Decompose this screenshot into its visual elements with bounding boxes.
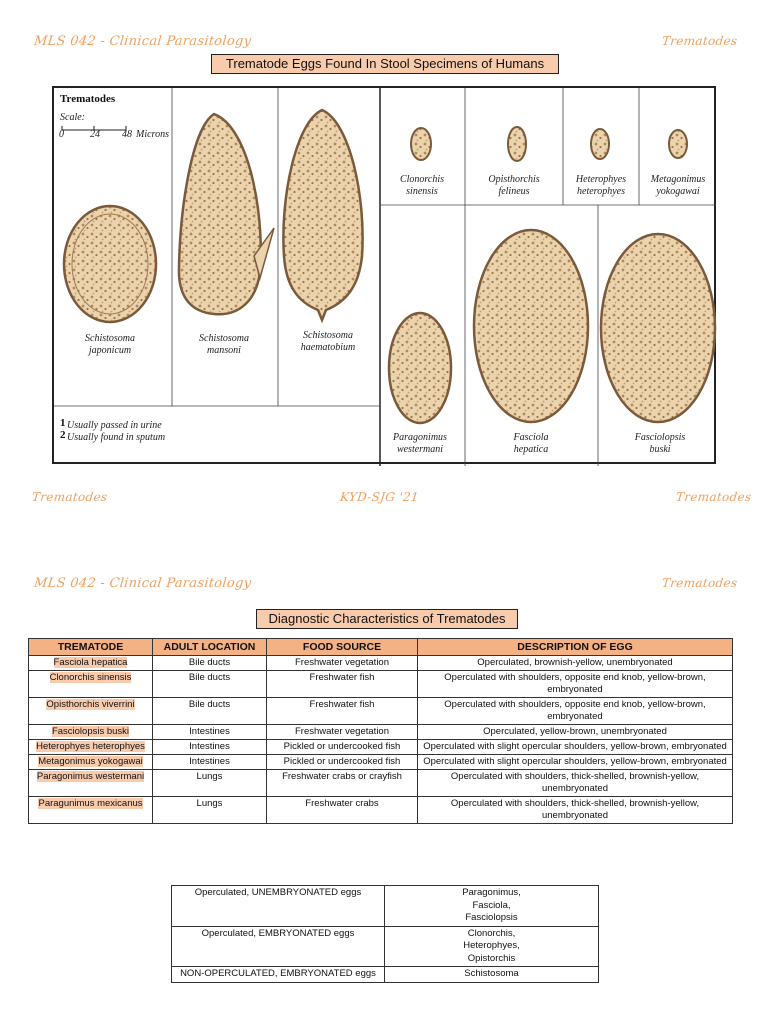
summary-genera [385, 967, 599, 983]
egg-label-6a: Heterophyes [575, 174, 627, 185]
egg-label-6b: heterophyes [577, 186, 625, 197]
footnote-2: Usually found in sputum [67, 432, 166, 443]
col-header-adult-location: ADULT LOCATION [153, 639, 267, 656]
cell-location: Bile ducts [153, 656, 267, 671]
page1-footer-center: KYD-SJG '21 [339, 490, 420, 504]
cell-description: Operculated, brownish-yellow, unembryonated [418, 656, 733, 671]
page1-footer-right: Trematodes [675, 490, 753, 504]
egg-label-2a: Schistosoma [199, 333, 249, 344]
egg-label-5a: Opisthorchis [488, 174, 540, 185]
summary-category: NON-OPERCULATED, EMBRYONATED eggs [172, 967, 385, 983]
page1-header-left: MLS 042 - Clinical Parasitology [33, 34, 253, 49]
egg-label-8b: westermani [396, 444, 444, 455]
egg-label-10b: buski [649, 444, 671, 455]
summary-genera [385, 886, 599, 927]
table-row [29, 656, 733, 671]
egg-fasciolopsis-buski [601, 234, 715, 422]
egg-label-7a: Metagonimus [650, 174, 706, 185]
cell-food: Freshwater vegetation [267, 725, 418, 740]
cell-food: Freshwater fish [267, 671, 418, 698]
table-row [29, 770, 733, 797]
egg-opisthorchis-felineus [508, 127, 526, 161]
col-header-description: DESCRIPTION OF EGG [418, 639, 733, 656]
egg-fasciola-hepatica [474, 230, 588, 422]
egg-label-3a: Schistosoma [303, 330, 353, 341]
genus: Clonorchis, [467, 927, 516, 939]
diagnostic-table [28, 638, 733, 824]
cell-description: Operculated with shoulders, thick-shelled, brownish-yellow, unembryonated [418, 770, 733, 797]
trematode-name: Metagonimus yokogawai [38, 756, 143, 767]
trematode-name: Fasciola hepatica [53, 657, 128, 668]
cell-description: Operculated with shoulders, opposite end knob, yellow-brown, embryonated [418, 671, 733, 698]
page1-title: Trematode Eggs Found In Stool Specimens of Humans [211, 54, 559, 74]
egg-label-8a: Paragonimus [393, 432, 447, 443]
col-header-trematode: TREMATODE [29, 639, 153, 656]
scale-tick-24: 24 [90, 129, 100, 140]
egg-label-9a: Fasciola [513, 432, 549, 443]
egg-label-9b: hepatica [513, 444, 549, 455]
egg-label-1b: japonicum [88, 345, 132, 356]
cell-location: Intestines [153, 740, 267, 755]
cell-location: Intestines [153, 755, 267, 770]
cell-location: Lungs [153, 770, 267, 797]
table-row [29, 740, 733, 755]
egg-paragonimus-westermani [389, 313, 451, 423]
egg-label-10a: Fasciolopsis [634, 432, 686, 443]
egg-label-4a: Clonorchis [399, 174, 445, 185]
cell-description: Operculated with shoulders, thick-shelled, brownish-yellow, unembryonated [418, 797, 733, 824]
trematode-name: Paragonimus westermani [36, 771, 145, 782]
cell-trematode [29, 698, 153, 725]
egg-metagonimus-yokogawai [669, 130, 687, 158]
summary-row [172, 926, 599, 967]
summary-table [171, 885, 599, 983]
egg-label-5b: felineus [498, 186, 530, 197]
table-header-row [29, 639, 733, 656]
genus: Fasciolopsis [465, 912, 518, 923]
genus: Fasciola, [472, 899, 511, 911]
trematode-name: Clonorchis sinensis [49, 672, 132, 683]
scale-unit: Microns [136, 129, 169, 140]
genus: Opistorchis [467, 952, 516, 964]
cell-location: Lungs [153, 797, 267, 824]
genus: Schistosoma [464, 968, 519, 979]
egg-schistosoma-mansoni [179, 114, 274, 314]
cell-location: Bile ducts [153, 671, 267, 698]
summary-row [172, 967, 599, 983]
cell-trematode [29, 740, 153, 755]
egg-schistosoma-japonicum [64, 206, 156, 322]
egg-heterophyes-heterophyes [591, 129, 609, 159]
page2-header-right: Trematodes [661, 576, 739, 590]
egg-label-1a: Schistosoma [85, 333, 135, 344]
figure-heading: Trematodes [60, 93, 116, 105]
col-header-food-source: FOOD SOURCE [267, 639, 418, 656]
egg-label-4b: sinensis [406, 186, 438, 197]
scale-label: Scale: [60, 112, 85, 123]
trematode-name: Fasciolopsis buski [51, 726, 130, 737]
scale-tick-48: 48 [122, 129, 132, 140]
cell-trematode [29, 725, 153, 740]
egg-label-2b: mansoni [207, 345, 241, 356]
cell-food: Freshwater crabs or crayfish [267, 770, 418, 797]
cell-location: Intestines [153, 725, 267, 740]
footnote-1: Usually passed in urine [67, 420, 162, 431]
page2-header-left: MLS 042 - Clinical Parasitology [33, 576, 253, 591]
trematode-name: Opisthorchis viverrini [46, 699, 135, 710]
page1-header-right: Trematodes [661, 34, 739, 48]
page1-footer-left: Trematodes [31, 490, 109, 504]
cell-description: Operculated, yellow-brown, unembryonated [418, 725, 733, 740]
cell-food: Pickled or undercooked fish [267, 740, 418, 755]
trematode-name: Heterophyes heterophyes [36, 741, 145, 752]
summary-category: Operculated, EMBRYONATED eggs [172, 926, 385, 967]
trematode-name: Paragunimus mexicanus [38, 798, 143, 809]
cell-food: Freshwater fish [267, 698, 418, 725]
table-row [29, 725, 733, 740]
summary-category: Operculated, UNEMBRYONATED eggs [172, 886, 385, 927]
cell-location: Bile ducts [153, 698, 267, 725]
summary-genera [385, 926, 599, 967]
cell-food: Pickled or undercooked fish [267, 755, 418, 770]
page2-title: Diagnostic Characteristics of Trematodes [256, 609, 518, 629]
footnote-1-marker: 1 [60, 417, 66, 429]
genus: Paragonimus, [462, 887, 521, 898]
table-row [29, 755, 733, 770]
cell-description: Operculated with slight opercular shoulders, yellow-brown, embryonated [418, 755, 733, 770]
trematode-eggs-figure [52, 86, 716, 464]
cell-trematode [29, 656, 153, 671]
table-row [29, 698, 733, 725]
egg-illustration [54, 88, 718, 466]
footnote-2-marker: 2 [60, 429, 66, 441]
egg-label-3b: haematobium [300, 342, 356, 353]
table-row [29, 797, 733, 824]
cell-description: Operculated with slight opercular shoulders, yellow-brown, embryonated [418, 740, 733, 755]
cell-food: Freshwater vegetation [267, 656, 418, 671]
cell-trematode [29, 755, 153, 770]
cell-food: Freshwater crabs [267, 797, 418, 824]
cell-trematode [29, 671, 153, 698]
genus: Heterophyes, [463, 940, 520, 951]
egg-clonorchis-sinensis [411, 128, 431, 160]
cell-trematode [29, 797, 153, 824]
scale-tick-0: 0 [59, 129, 64, 140]
table-row [29, 671, 733, 698]
cell-description: Operculated with shoulders, opposite end knob, yellow-brown, embryonated [418, 698, 733, 725]
cell-trematode [29, 770, 153, 797]
egg-schistosoma-haematobium [283, 110, 362, 320]
egg-label-7b: yokogawai [656, 186, 700, 197]
summary-row [172, 886, 599, 927]
